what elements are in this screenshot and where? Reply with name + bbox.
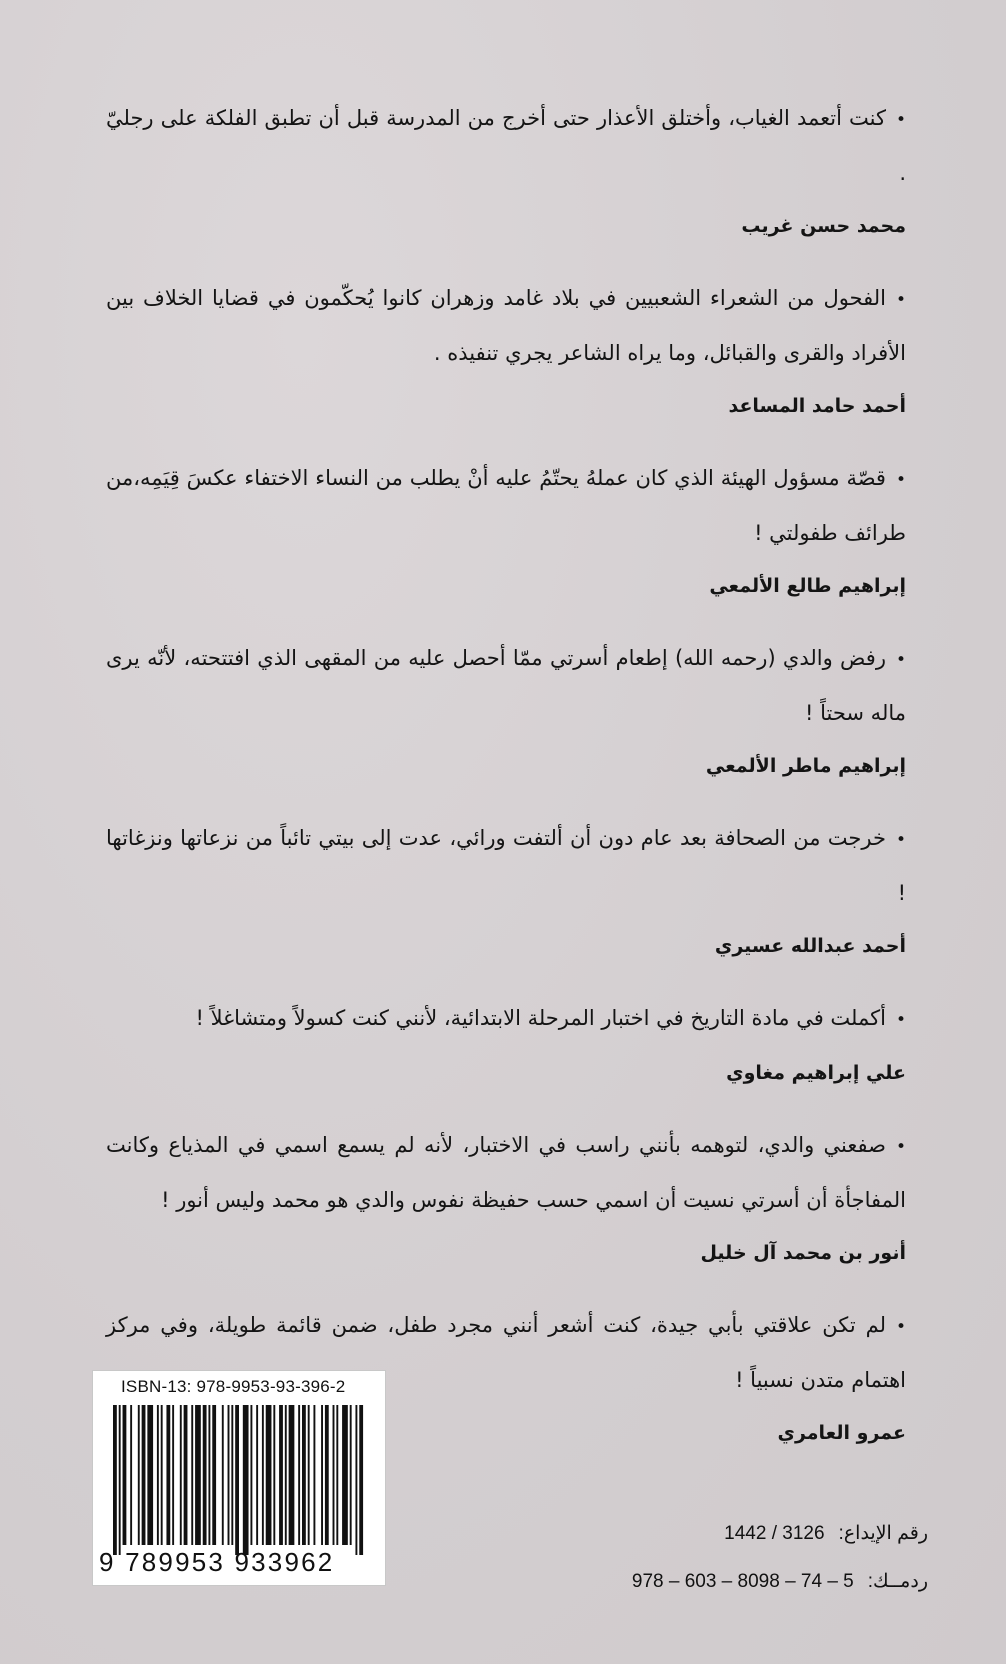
barcode-bars bbox=[113, 1405, 365, 1555]
quote-author: إبراهيم طالع الألمعي bbox=[709, 575, 906, 597]
quote-text bbox=[106, 92, 906, 200]
quote-item bbox=[106, 992, 906, 1093]
quote-body: صفعني والدي، لتوهمه بأنني راسب في الاختبار، لأنه لم يسمع اسمي في المذياع وكانت المفاجأة أن أسرتي نسيت أن اسمي حسب حفيظة نفوس والدي هو محمد وليس أنور ! bbox=[106, 1133, 906, 1212]
barcode-bar bbox=[212, 1405, 216, 1545]
barcode-bar bbox=[123, 1405, 127, 1545]
local-isbn bbox=[468, 1570, 928, 1593]
bullet-icon: • bbox=[895, 830, 906, 850]
barcode-bar bbox=[256, 1405, 258, 1545]
barcode-bar bbox=[285, 1405, 287, 1545]
barcode-bar bbox=[350, 1405, 352, 1545]
barcode-bar bbox=[279, 1405, 283, 1545]
barcode-bar bbox=[184, 1405, 188, 1545]
barcode-bar bbox=[147, 1405, 153, 1545]
bullet-icon: • bbox=[895, 1010, 906, 1030]
bullet-icon: • bbox=[895, 650, 906, 670]
barcode-bar bbox=[262, 1405, 264, 1545]
barcode-bar bbox=[119, 1405, 121, 1555]
barcode-bar bbox=[298, 1405, 300, 1545]
barcode-bar bbox=[250, 1405, 252, 1545]
quote-text bbox=[106, 1119, 906, 1227]
deposit-label: رقم الإيداع: bbox=[838, 1523, 928, 1544]
quote-text bbox=[106, 452, 906, 560]
quote-body: رفض والدي (رحمه الله) إطعام أسرتي ممّا أحصل عليه من المقهى الذي افتتحته، لأنّه يرى ماله سحتاً ! bbox=[106, 646, 906, 725]
barcode-bar bbox=[172, 1405, 174, 1545]
quote-item bbox=[106, 272, 906, 426]
barcode-bar bbox=[289, 1405, 295, 1545]
quote-body: أكملت في مادة التاريخ في اختبار المرحلة الابتدائية، لأنني كنت كسولاً ومتشاغلاً ! bbox=[195, 1006, 886, 1030]
quote-author: أحمد حامد المساعد bbox=[728, 395, 906, 417]
barcode-bar bbox=[308, 1405, 310, 1545]
quote-text bbox=[106, 812, 906, 920]
barcode-bar bbox=[302, 1405, 306, 1545]
barcode-bar bbox=[157, 1405, 159, 1545]
barcode-bar bbox=[243, 1405, 249, 1555]
isbn-label: ISBN-13: 978-9953-93-396-2 bbox=[121, 1377, 346, 1396]
quote-item bbox=[106, 92, 906, 246]
quote-body: قصّة مسؤول الهيئة الذي كان عملهُ يحتّمُ عليه أنْ يطلب من النساء الاختفاء عكسَ قِيَمِه،من طرائف طفولتي ! bbox=[106, 466, 906, 545]
quote-author: أحمد عبدالله عسيري bbox=[714, 935, 906, 957]
quote-author: أنور بن محمد آل خليل bbox=[700, 1242, 906, 1264]
barcode-bar bbox=[191, 1405, 193, 1545]
isbn-barcode bbox=[92, 1370, 386, 1586]
barcode-bar bbox=[208, 1405, 210, 1545]
deposit-value: 1442 / 3126 bbox=[724, 1523, 825, 1544]
quote-body: لم تكن علاقتي بأبي جيدة، كنت أشعر أنني مجرد طفل، ضمن قائمة طويلة، وفي مركز اهتمام متدن نسبياً ! bbox=[106, 1313, 906, 1392]
quote-body: كنت أتعمد الغياب، وأختلق الأعذار حتى أخرج من المدرسة قبل أن تطبق الفلكة على رجليّ . bbox=[106, 106, 906, 185]
barcode-bar bbox=[222, 1405, 224, 1545]
barcode-bar bbox=[180, 1405, 182, 1545]
bullet-icon: • bbox=[895, 110, 906, 130]
quote-item bbox=[106, 1119, 906, 1273]
quote-item bbox=[106, 632, 906, 786]
barcode-bar bbox=[273, 1405, 275, 1545]
barcode-bar bbox=[359, 1405, 363, 1555]
barcode-bar bbox=[321, 1405, 323, 1545]
barcode-bar bbox=[130, 1405, 132, 1545]
barcode-bar bbox=[342, 1405, 348, 1545]
local-isbn-label: ردمــك: bbox=[867, 1571, 928, 1592]
barcode-bar bbox=[336, 1405, 338, 1545]
barcode-bar bbox=[195, 1405, 201, 1545]
barcode-digits: 9 789953 933962 bbox=[99, 1547, 335, 1577]
barcode-bar bbox=[142, 1405, 146, 1545]
quote-author: عمرو العامري bbox=[777, 1422, 906, 1444]
bullet-icon: • bbox=[895, 470, 906, 490]
barcode-bar bbox=[313, 1405, 315, 1545]
barcode-bar bbox=[231, 1405, 233, 1545]
quote-author: محمد حسن غريب bbox=[741, 215, 906, 237]
quote-author: علي إبراهيم مغاوي bbox=[726, 1062, 906, 1084]
barcode-bar bbox=[266, 1405, 272, 1545]
barcode-bar bbox=[203, 1405, 207, 1545]
bullet-icon: • bbox=[895, 1137, 906, 1157]
bullet-icon: • bbox=[895, 290, 906, 310]
quote-item bbox=[106, 452, 906, 606]
quote-author: إبراهيم ماطر الألمعي bbox=[705, 755, 906, 777]
bullet-icon: • bbox=[895, 1317, 906, 1337]
barcode-bar bbox=[161, 1405, 163, 1545]
barcode-bar bbox=[166, 1405, 170, 1545]
barcode-bar bbox=[228, 1405, 230, 1545]
barcode-bar bbox=[138, 1405, 140, 1545]
barcode-bar bbox=[355, 1405, 357, 1555]
barcode-bar bbox=[333, 1405, 335, 1545]
local-isbn-value: 978 – 603 – 8098 – 74 – 5 bbox=[631, 1571, 854, 1592]
quote-body: الفحول من الشعراء الشعبيين في بلاد غامد وزهران كانوا يُحكّمون في قضايا الخلاف بين الأفراد والقرى والقبائل، وما يراه الشاعر يجري تنفيذه . bbox=[106, 286, 906, 365]
quote-body: خرجت من الصحافة بعد عام دون أن ألتفت ورائي، عدت إلى بيتي تائباً من نزعاتها ونزغاتها ! bbox=[106, 826, 906, 905]
barcode-bar bbox=[235, 1405, 239, 1555]
quote-item bbox=[106, 812, 906, 966]
barcode-bar bbox=[325, 1405, 329, 1545]
quote-text bbox=[106, 272, 906, 380]
deposit-number bbox=[468, 1522, 928, 1545]
quote-text bbox=[106, 992, 906, 1047]
barcode-bar bbox=[113, 1405, 117, 1555]
quote-text bbox=[106, 632, 906, 740]
quotes-list bbox=[106, 92, 906, 1479]
